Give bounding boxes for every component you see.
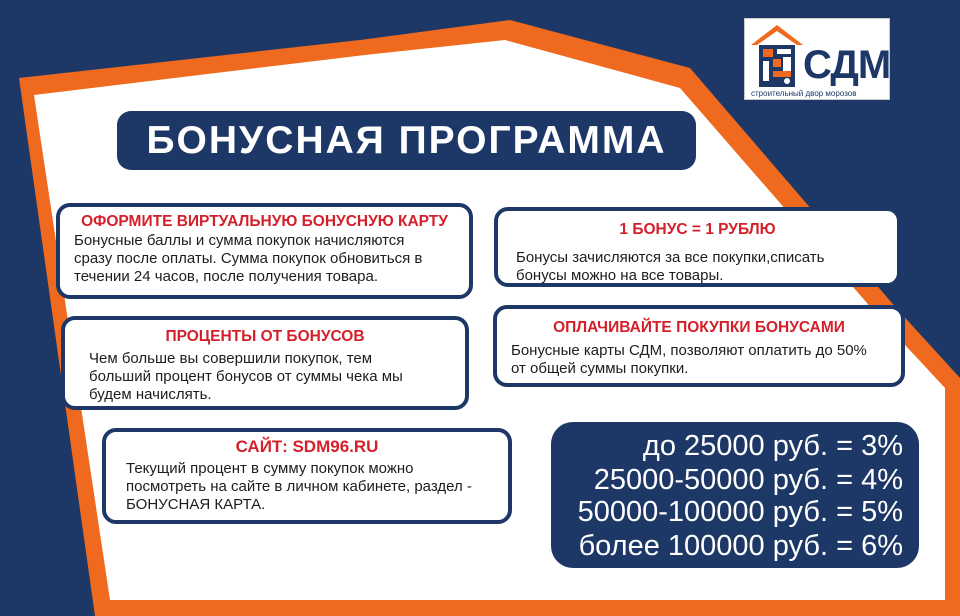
bonus-rates-panel bbox=[551, 422, 919, 568]
card-title: 1 БОНУС = 1 РУБЛЮ bbox=[619, 221, 776, 238]
card-title: ПРОЦЕНТЫ ОТ БОНУСОВ bbox=[165, 328, 365, 345]
card-body bbox=[126, 460, 508, 514]
rate-line: 25000-50000 руб. = 4% bbox=[593, 464, 903, 496]
card-pay-bonuses bbox=[493, 305, 905, 387]
card-line: будем начислять. bbox=[89, 386, 212, 403]
card-line: Бонусные баллы и сумма покупок начисляются bbox=[74, 232, 405, 249]
card-line: бонусы можно на все товары. bbox=[516, 267, 724, 284]
card-virtual-card bbox=[56, 203, 473, 299]
rate-line: до 25000 руб. = 3% bbox=[642, 430, 903, 462]
card-line: больший процент бонусов от суммы чека мы bbox=[89, 368, 403, 385]
card-line: от общей суммы покупки. bbox=[511, 360, 689, 377]
card-title: ОФОРМИТЕ ВИРТУАЛЬНУЮ БОНУСНУЮ КАРТУ bbox=[81, 213, 448, 230]
card-line: Бонусы зачисляются за все покупки,списать bbox=[516, 249, 825, 266]
card-line: сразу после оплаты. Сумма покупок обновиться в bbox=[74, 250, 423, 267]
sdm-logo bbox=[744, 18, 890, 100]
card-line: Текущий процент в сумму покупок можно bbox=[126, 460, 414, 477]
page-title: БОНУСНАЯ ПРОГРАММА bbox=[117, 111, 696, 170]
card-line: БОНУСНАЯ КАРТА. bbox=[126, 496, 266, 513]
card-body bbox=[89, 350, 465, 404]
card-bonus-ruble bbox=[494, 207, 901, 287]
house-tools-icon bbox=[749, 23, 805, 89]
rate-line: более 100000 руб. = 6% bbox=[578, 530, 903, 562]
rate-line: 50000-100000 руб. = 5% bbox=[577, 496, 903, 528]
card-title: САЙТ: SDM96.RU bbox=[235, 437, 379, 456]
logo-slogan: строительный двор морозов bbox=[751, 89, 857, 98]
card-body bbox=[74, 232, 469, 286]
card-line: Бонусные карты СДМ, позволяют оплатить до 50% bbox=[511, 342, 867, 359]
card-line: посмотреть на сайте в личном кабинете, раздел - bbox=[126, 478, 472, 495]
card-body bbox=[516, 249, 897, 285]
card-body bbox=[511, 342, 901, 378]
card-line: течении 24 часов, после получения товара. bbox=[74, 268, 378, 285]
card-title: ОПЛАЧИВАЙТЕ ПОКУПКИ БОНУСАМИ bbox=[553, 319, 845, 336]
card-website bbox=[102, 428, 512, 524]
card-bonus-percent bbox=[61, 316, 469, 410]
card-line: Чем больше вы совершили покупок, тем bbox=[89, 350, 373, 367]
logo-text: СДМ bbox=[803, 43, 891, 87]
